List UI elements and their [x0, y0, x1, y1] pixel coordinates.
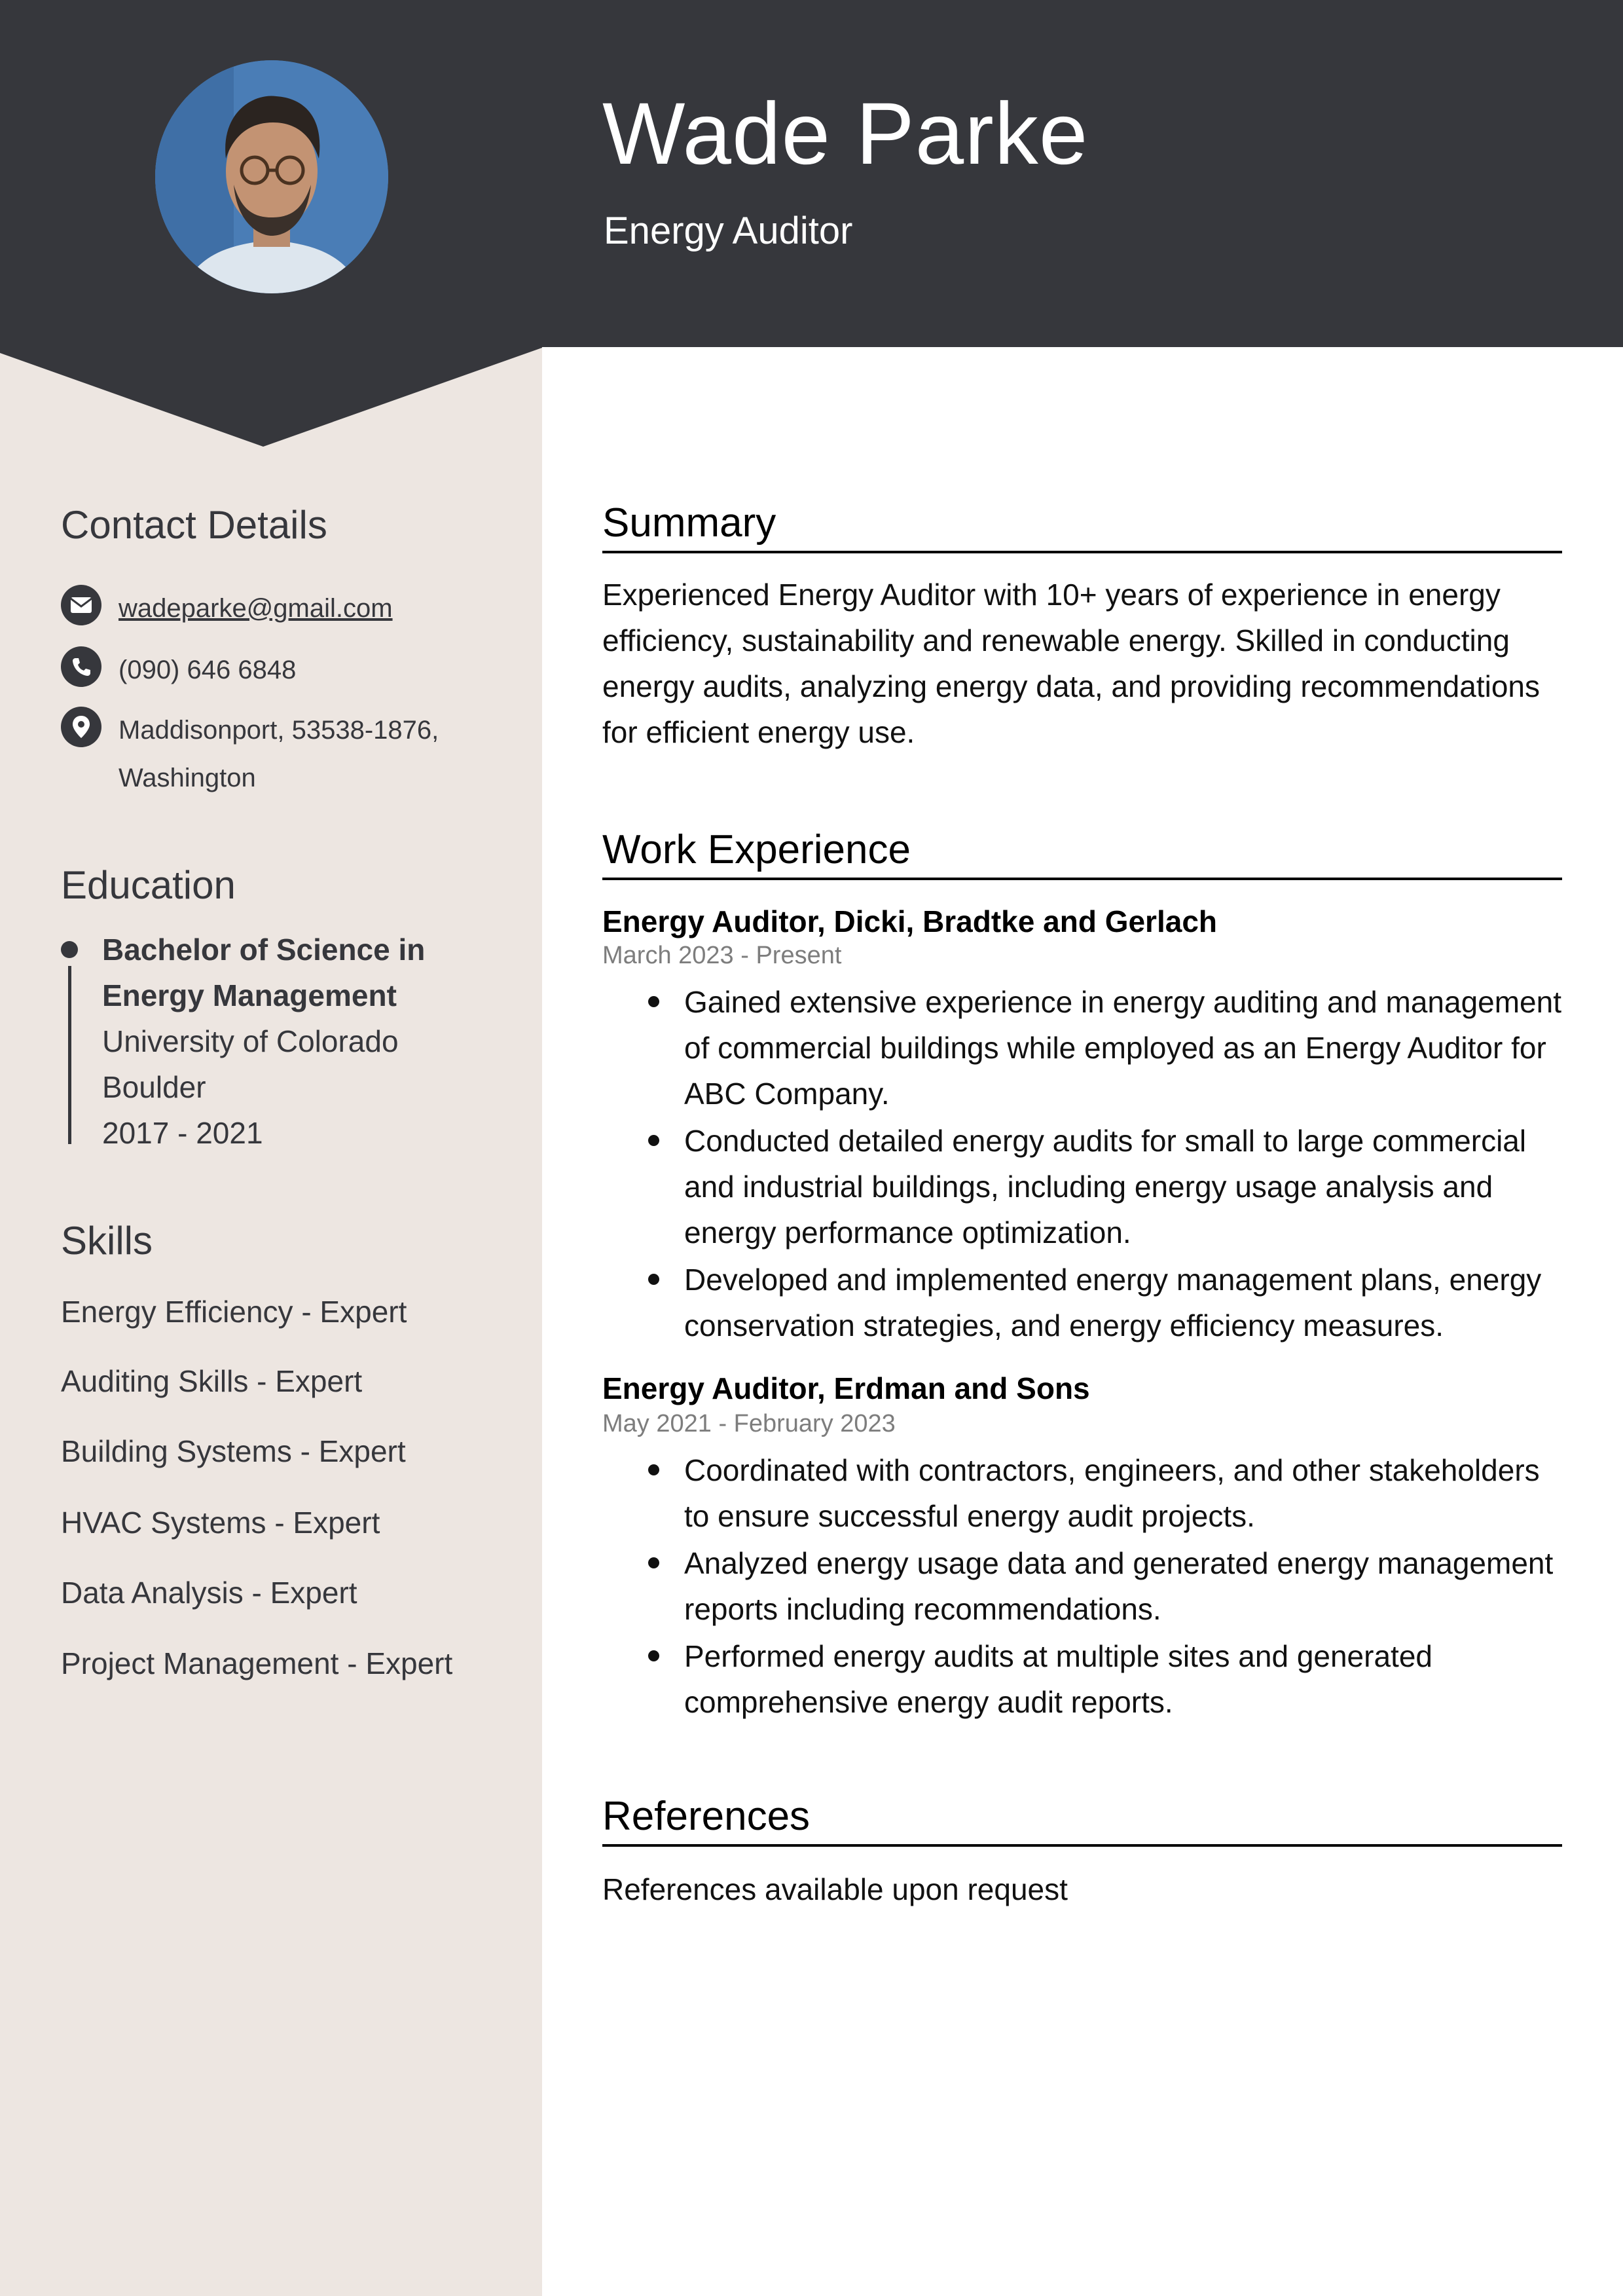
contact-phone [61, 646, 296, 694]
skills-heading: Skills [61, 1219, 153, 1263]
bullet-item: Analyzed energy usage data and generated energy management reports including recommendations. [602, 1540, 1562, 1632]
phone-icon [61, 646, 101, 687]
references-text: References available upon request [602, 1872, 1068, 1906]
job-2-bullets [602, 1447, 1562, 1726]
address-line-1: Maddisonport, 53538-1876, [119, 716, 439, 745]
education-entry [61, 927, 519, 1149]
job-title: Energy Auditor [604, 210, 853, 252]
location-pin-icon [61, 707, 101, 747]
address-line-2: Washington [119, 764, 256, 792]
education-heading: Education [61, 863, 236, 907]
contact-email[interactable] [61, 585, 393, 633]
person-name: Wade Parke [602, 85, 1089, 183]
job-2-dates: May 2021 - February 2023 [602, 1410, 896, 1437]
summary-heading: Summary [602, 498, 1562, 553]
profile-photo [155, 60, 388, 293]
phone-number: (090) 646 6848 [119, 656, 297, 684]
timeline-line [68, 966, 71, 1144]
bullet-item: Gained extensive experience in energy auditing and management of commercial buildings while employed as an Energy Auditor for ABC Company. [602, 979, 1562, 1117]
header-chevron [0, 346, 542, 448]
bullet-item: Performed energy audits at multiple sites and generated comprehensive energy audit reports. [602, 1633, 1562, 1725]
header-band [0, 0, 1623, 347]
address-text [119, 707, 439, 802]
job-1-bullets [602, 979, 1562, 1350]
skill-item: Auditing Skills - Expert [61, 1364, 363, 1398]
degree-line-2: Energy Management [102, 978, 397, 1012]
job-1-dates: March 2023 - Present [602, 942, 842, 969]
skill-item: Project Management - Expert [61, 1646, 453, 1680]
skill-item: HVAC Systems - Expert [61, 1506, 380, 1540]
bullet-item: Conducted detailed energy audits for small to large commercial and industrial buildings, including energy usage analysis and energy performance optimization. [602, 1118, 1562, 1255]
skill-item: Energy Efficiency - Expert [61, 1295, 407, 1329]
skill-item: Data Analysis - Expert [61, 1576, 357, 1610]
job-1-title: Energy Auditor, Dicki, Bradtke and Gerlach [602, 904, 1218, 938]
school-line-2: Boulder [102, 1070, 206, 1104]
bullet-item: Developed and implemented energy management plans, energy conservation strategies, and energy efficiency measures. [602, 1257, 1562, 1348]
education-years: 2017 - 2021 [102, 1116, 263, 1150]
degree-line-1: Bachelor of Science in [102, 933, 426, 967]
job-2-title: Energy Auditor, Erdman and Sons [602, 1371, 1090, 1405]
school-line-1: University of Colorado [102, 1024, 399, 1058]
email-link[interactable]: wadeparke@gmail.com [119, 594, 393, 623]
experience-heading: Work Experience [602, 825, 1562, 880]
envelope-icon [61, 585, 101, 625]
references-heading: References [602, 1792, 1562, 1847]
timeline-dot [61, 941, 78, 958]
bullet-item: Coordinated with contractors, engineers, and other stakeholders to ensure successful energy audit projects. [602, 1447, 1562, 1539]
contact-heading: Contact Details [61, 503, 327, 547]
contact-address [61, 707, 439, 802]
skill-item: Building Systems - Expert [61, 1434, 406, 1468]
summary-text: Experienced Energy Auditor with 10+ years of experience in energy efficiency, sustainability and renewable energy. Skilled in conducting energy audits, analyzing energy data, and providing recommendations for efficient energy use. [602, 578, 1540, 749]
